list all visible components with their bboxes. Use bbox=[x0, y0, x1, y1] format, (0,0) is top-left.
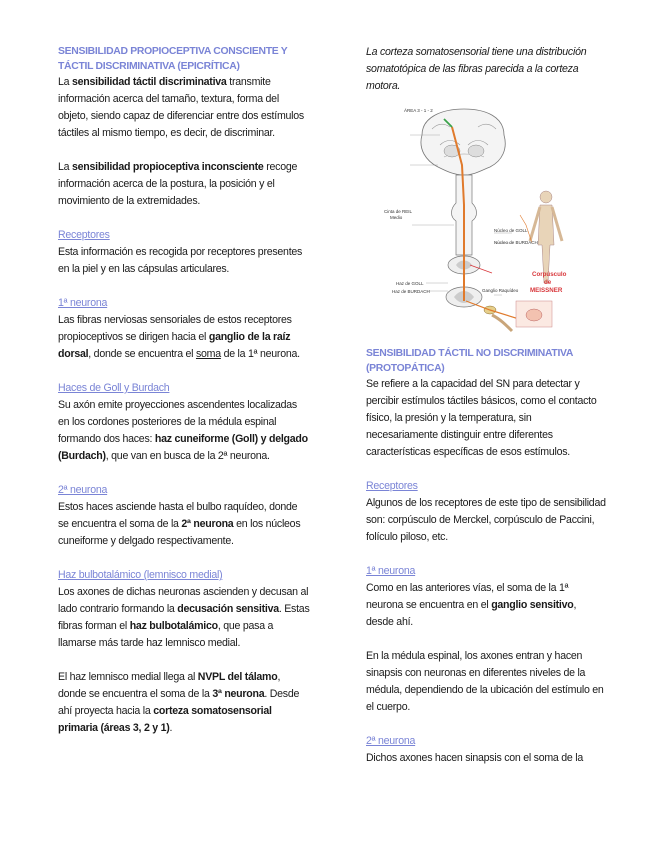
label-ganglio: Ganglio Raquídeo bbox=[482, 288, 519, 293]
paragraph-segunda-neurona: Estos haces asciende hasta el bulbo raquídeo, donde se encuentra el soma de la 2ª neurona en los núcleos cuneiforme y delgado respectivamente. bbox=[58, 501, 301, 547]
paragraph-medula: En la médula espinal, los axones entran y hacen sinapsis con neuronas en diferentes niveles de la médula, dependiendo de la ubicación del estímulo en el cuerpo. bbox=[366, 650, 604, 713]
paragraph-intro: La corteza somatosensorial tiene una distribución somatotópica de las fibras parecida a la corteza motora. bbox=[366, 46, 587, 92]
heading-segunda-neurona: 2ª neurona bbox=[58, 484, 108, 496]
heading-receptores-right: Receptores bbox=[366, 480, 418, 492]
paragraph-primera-neurona: Las fibras nerviosas sensoriales de estos receptores propioceptivos se dirigen hacia el ganglio de la raíz dorsal, donde se encuentra el soma de la 1ª neurona. bbox=[58, 314, 300, 360]
heading-primera-neurona: 1ª neurona bbox=[58, 297, 108, 309]
heading-haz-bulbotalamico: Haz bulbotalámico (lemnisco medial) bbox=[58, 569, 223, 581]
label-meissner: MEISSNER bbox=[530, 287, 563, 294]
paragraph-propioceptiva: La sensibilidad propioceptiva inconsciente recoge información acerca de la postura, la posición y el movimiento de la extremidades. bbox=[58, 161, 298, 207]
label-haz-goll: Haz de GOLL bbox=[396, 281, 424, 286]
paragraph-receptores-right: Algunos de los receptores de este tipo de sensibilidad son: corpúsculo de Merckel, corpúsculo de Paccini, folículo piloso, etc. bbox=[366, 497, 606, 543]
paragraph-haz-bulbotalamico: Los axones de dichas neuronas ascienden y decusan al lado contrario formando la decusación sensitiva. Estas fibras forman el haz bulbotalámico, que pasa a llamarse más tarde haz lemnisco medial. bbox=[58, 586, 310, 649]
label-cinta-medio: Medio bbox=[390, 215, 403, 220]
paragraph-tactil-discriminativa: La sensibilidad táctil discriminativa transmite información acerca del tamaño, textura, forma del objeto, siendo capaz de diferenciar entre dos estímulos táctiles al mismo tiempo, es decir, de discriminar. bbox=[58, 76, 304, 139]
paragraph-lemnisco: El haz lemnisco medial llega al NVPL del tálamo, donde se encuentra el soma de la 3ª neurona. Desde ahí proyecta hacia la corteza somatosensorial primaria (áreas 3, 2 y 1). bbox=[58, 671, 300, 734]
pathway-figure bbox=[382, 105, 582, 337]
section-title-epicritica: SENSIBILIDAD PROPIOCEPTIVA CONSCIENTE Y TÁCTIL DISCRIMINATIVA (EPICRÍTICA) bbox=[58, 46, 288, 72]
paragraph-primera-neurona-right: Como en las anteriores vías, el soma de la 1ª neurona se encuentra en el ganglio sensitivo, desde ahí. bbox=[366, 582, 577, 628]
heading-segunda-neurona-right: 2ª neurona bbox=[366, 735, 416, 747]
label-nucleo-burdach: Núcleo de BURDACH bbox=[494, 240, 538, 245]
heading-haces: Haces de Goll y Burdach bbox=[58, 382, 170, 394]
paragraph-receptores: Esta información es recogida por receptores presentes en la piel y en las cápsulas articulares. bbox=[58, 246, 303, 275]
paragraph-protopatica: Se refiere a la capacidad del SN para detectar y percibir estímulos táctiles básicos, como el contacto físico, la presión y la temperatura, sin necesariamente distinguir entre diferentes características específicas de esos estímulos. bbox=[366, 378, 597, 458]
heading-primera-neurona-right: 1ª neurona bbox=[366, 565, 416, 577]
right-column bbox=[366, 44, 606, 767]
paragraph-haces: Su axón emite proyecciones ascendentes localizadas en los cordones posteriores de la médula espinal formando dos haces: haz cuneiforme (Goll) y delgado (Burdach), que van en busca de la 2ª neurona. bbox=[58, 399, 308, 462]
label-corpusculo-de: de bbox=[544, 279, 552, 286]
label-cinta-reil: Cinta de REIL bbox=[384, 209, 413, 214]
label-area: ÁREA 3 - 1 - 2 bbox=[404, 108, 433, 113]
label-corpusculo: Corpúsculo bbox=[532, 271, 567, 278]
label-nucleo-goll: Núcleo de GOLL bbox=[494, 228, 528, 233]
section-title-protopatica: SENSIBILIDAD TÁCTIL NO DISCRIMINATIVA (PROTOPÁTICA) bbox=[366, 348, 574, 374]
paragraph-segunda-neurona-right: Dichos axones hacen sinapsis con el soma de la bbox=[366, 752, 583, 764]
left-column bbox=[58, 44, 310, 737]
label-haz-burdach: Haz de BURDACH bbox=[392, 289, 430, 294]
pathway-illustration bbox=[382, 105, 582, 337]
heading-receptores: Receptores bbox=[58, 229, 110, 241]
